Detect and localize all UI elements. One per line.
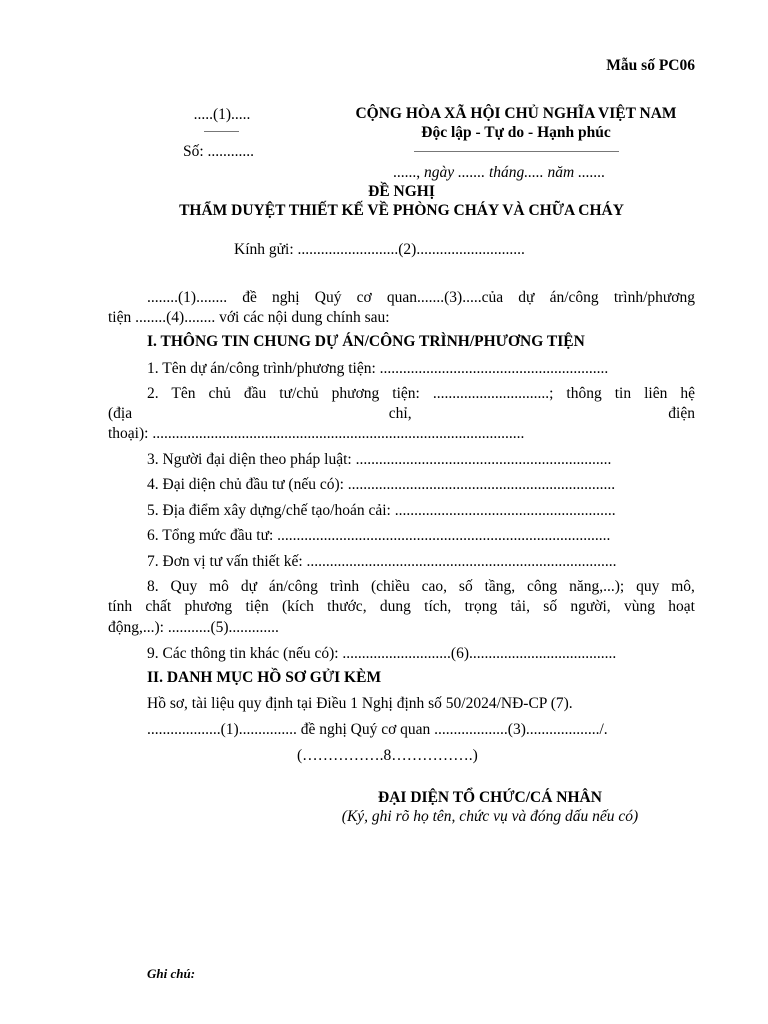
item-7-design-consultant: 7. Đơn vị tư vấn thiết kế: ................................................................................ xyxy=(147,553,617,570)
word: tính xyxy=(108,598,133,615)
word: cao, xyxy=(421,578,448,595)
signature-title: ĐẠI DIỆN TỔ CHỨC/CÁ NHÂN xyxy=(378,789,602,806)
date-place: ......, xyxy=(393,164,424,181)
word: người, xyxy=(570,598,611,615)
section-1-heading: I. THÔNG TIN CHUNG DỰ ÁN/CÔNG TRÌNH/PHƯƠNG TIỆN xyxy=(147,333,585,350)
date-text: ngày ....... tháng..... năm ....... xyxy=(424,164,606,181)
item-8-scale-line-3: động,...): ...........(5)............. xyxy=(108,619,279,636)
word: số xyxy=(458,578,473,595)
request-line: ...................(1)............... đề nghị Quý cơ quan ...................(3).................../. xyxy=(147,721,608,738)
word: công xyxy=(527,578,558,595)
document-subtitle: THẨM DUYỆT THIẾT KẾ VỀ PHÒNG CHÁY VÀ CHỮA CHÁY xyxy=(179,202,624,219)
signature-instructions: (Ký, ghi rõ họ tên, chức vụ và đóng dấu nếu có) xyxy=(341,808,639,825)
item-8-scale-line-1 xyxy=(147,578,695,596)
org-underline xyxy=(204,131,239,132)
word: hoạt xyxy=(668,598,695,615)
word: (kích xyxy=(282,598,314,615)
issuing-organization: .....(1)..... xyxy=(193,106,251,123)
item-1-project-name: 1. Tên dự án/công trình/phương tiện: ........................................................... xyxy=(147,360,609,377)
word: năng,...); xyxy=(569,578,625,595)
motto-underline xyxy=(414,151,619,152)
national-motto: Độc lập - Tự do - Hạnh phúc xyxy=(421,124,611,141)
word: quy xyxy=(636,578,660,595)
date-line xyxy=(393,164,605,182)
word: thước, xyxy=(327,598,367,615)
item-2-investor-line-2 xyxy=(108,405,695,423)
word: tiện xyxy=(245,598,269,615)
word: dung xyxy=(379,598,411,615)
footnote-label: Ghi chú: xyxy=(147,966,196,981)
word: (địa xyxy=(108,405,133,422)
word: điện xyxy=(668,405,695,422)
word: mô, xyxy=(671,578,695,595)
word: chất xyxy=(145,598,172,615)
word: vùng xyxy=(623,598,655,615)
recipient-line: Kính gửi: ..........................(2)............................ xyxy=(234,241,525,258)
item-2-investor-line-3: thoại): ................................................................................................ xyxy=(108,425,525,442)
word: tải, xyxy=(510,598,530,615)
word: trọng xyxy=(464,598,498,615)
item-5-location: 5. Địa điểm xây dựng/chế tạo/hoán cải: ......................................................... xyxy=(147,502,616,519)
word: (chiều xyxy=(371,578,410,595)
section-2-heading: II. DANH MỤC HỒ SƠ GỬI KÈM xyxy=(147,669,382,686)
word: phương xyxy=(184,598,233,615)
intro-line-1: ........(1)........ đề nghị Quý cơ quan.......(3).....của dự án/công trình/phương xyxy=(147,289,695,306)
document-title: ĐỀ NGHỊ xyxy=(368,183,435,200)
intro-line-2: tiện ........(4)........ với các nội dung chính sau: xyxy=(108,309,390,326)
item-9-other-info: 9. Các thông tin khác (nếu có): ............................(6)...................................... xyxy=(147,645,617,662)
item-3-legal-representative: 3. Người đại diện theo pháp luật: .................................................................. xyxy=(147,451,612,468)
note-8-line: (…………….8…………….) xyxy=(297,747,478,764)
word: dự xyxy=(240,578,257,595)
document-number: Số: ............ xyxy=(183,143,255,160)
attachments-line: Hồ sơ, tài liệu quy định tại Điều 1 Nghị định số 50/2024/NĐ-CP (7). xyxy=(147,695,573,712)
word: chỉ, xyxy=(388,405,412,422)
word: tầng, xyxy=(484,578,516,595)
item-2-investor-line-1: 2. Tên chủ đầu tư/chủ phương tiện: ..............................; thông tin liên hệ xyxy=(147,385,695,402)
word: trình xyxy=(329,578,360,595)
word: mô xyxy=(209,578,229,595)
item-4-investor-representative: 4. Đại diện chủ đầu tư (nếu có): ..................................................................... xyxy=(147,476,616,493)
word: án/công xyxy=(268,578,318,595)
form-code: Mẫu số PC06 xyxy=(606,57,695,74)
item-6-total-investment: 6. Tổng mức đầu tư: ...................................................................................... xyxy=(147,527,611,544)
word: Quy xyxy=(170,578,198,595)
word: tích, xyxy=(424,598,452,615)
nation-title: CỘNG HÒA XÃ HỘI CHỦ NGHĨA VIỆT NAM xyxy=(355,105,677,122)
word: 8. xyxy=(147,578,159,595)
item-8-scale-line-2 xyxy=(108,598,695,616)
word: số xyxy=(543,598,558,615)
